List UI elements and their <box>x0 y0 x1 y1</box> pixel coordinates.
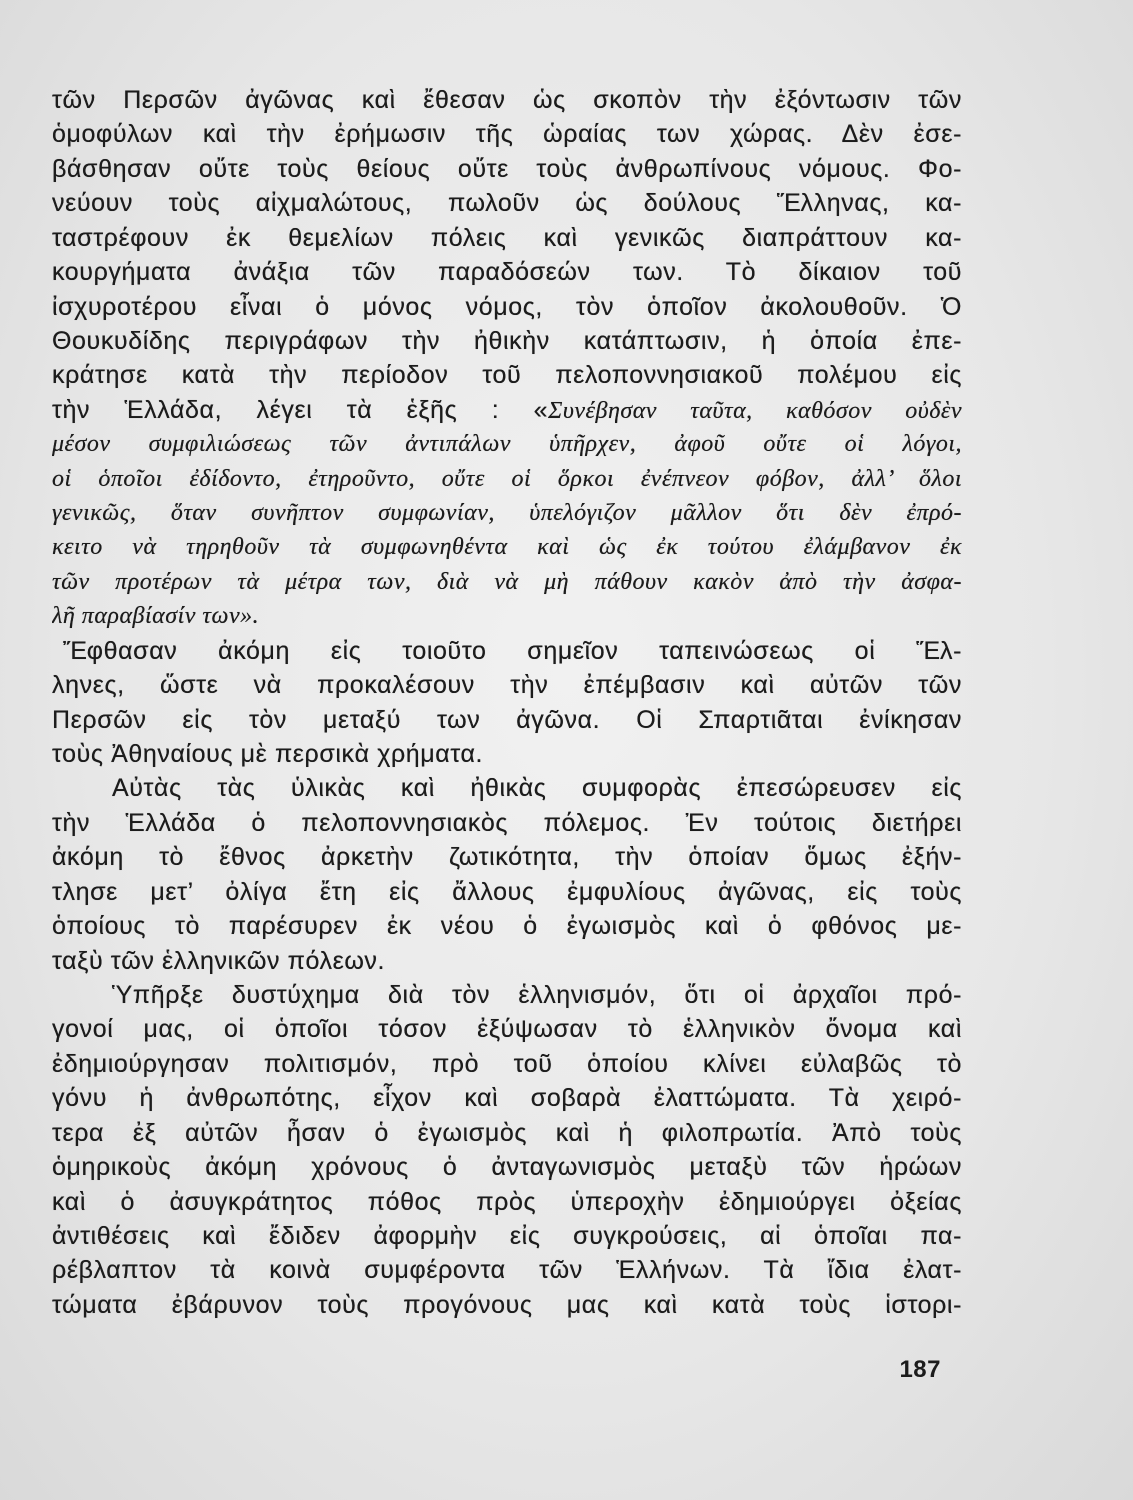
quote-line: λῆ παραβίασίν των». <box>52 603 260 630</box>
text-line: ἀκόμη τὸ ἔθνος ἀρκετὴν ζωτικότητα, τὴν ὁποίαν ὅμως ἐξήν- <box>52 843 962 872</box>
text-line: Ὑπῆρξε δυστύχημα διὰ τὸν ἑλληνισμόν, ὅτι οἱ ἀρχαῖοι πρό- <box>112 980 962 1009</box>
text-line: βάσθησαν οὔτε τοὺς θείους οὔτε τοὺς ἀνθρωπίνους νόμους. Φο- <box>52 154 962 183</box>
quote-line: κειτο νὰ τηρηθοῦν τὰ συμφωνηθέντα καὶ ὡς ἐκ τούτου ἐλάμβανον ἐκ <box>52 534 962 561</box>
quote-line: γενικῶς, ὅταν συνῆπτον συμφωνίαν, ὑπελόγιζον μᾶλλον ὅτι δὲν ἐπρό- <box>52 500 962 527</box>
text-line: ἀντιθέσεις καὶ ἔδιδεν ἀφορμὴν εἰς συγκρούσεις, αἱ ὁποῖαι πα- <box>52 1221 962 1250</box>
quote-lead-in: τὴν Ἑλλάδα, λέγει τὰ ἑξῆς : « <box>52 395 549 424</box>
text-line: καὶ ὁ ἀσυγκράτητος πόθος πρὸς ὑπεροχὴν ἐδημιούργει ὀξείας <box>52 1187 962 1216</box>
text-line: ρέβλαπτον τὰ κοινὰ συμφέροντα τῶν Ἑλλήνων. Τὰ ἴδια ἐλατ- <box>52 1256 962 1285</box>
text-line: ὁμοφύλων καὶ τὴν ἐρήμωσιν τῆς ὡραίας των χώρας. Δὲν ἐσε- <box>52 120 962 149</box>
text-line: τώματα ἐβάρυνον τοὺς προγόνους μας καὶ κατὰ τοὺς ἱστορι- <box>52 1290 962 1319</box>
body-text <box>52 83 962 1322</box>
text-line: Περσῶν εἰς τὸν μεταξύ των ἀγῶνα. Οἱ Σπαρτιᾶται ἐνίκησαν <box>52 705 962 734</box>
text-line: ταξὺ τῶν ἑλληνικῶν πόλεων. <box>52 946 386 975</box>
text-line: Αὐτὰς τὰς ὑλικὰς καὶ ἠθικὰς συμφορὰς ἐπεσώρευσεν εἰς <box>112 774 962 803</box>
page-number: 187 <box>899 1356 941 1383</box>
text-line: Θουκυδίδης περιγράφων τὴν ἠθικὴν κατάπτωσιν, ἡ ὁποία ἐπε- <box>52 326 962 355</box>
quote-line: τῶν προτέρων τὰ μέτρα των, διὰ νὰ μὴ πάθουν κακὸν ἀπὸ τὴν ἀσφα- <box>52 568 962 595</box>
quote-line: οἱ ὁποῖοι ἐδίδοντο, ἐτηροῦντο, οὔτε οἱ ὅρκοι ἐνέπνεον φόβον, ἀλλ’ ὅλοι <box>52 465 962 492</box>
text-line: τερα ἐξ αὐτῶν ἦσαν ὁ ἐγωισμὸς καὶ ἡ φιλοπρωτία. Ἀπὸ τοὺς <box>52 1118 962 1147</box>
text-line: ἰσχυροτέρου εἶναι ὁ μόνος νόμος, τὸν ὁποῖον ἀκολουθοῦν. Ὁ <box>52 292 962 321</box>
quote-line: μέσον συμφιλιώσεως τῶν ἀντιπάλων ὑπῆρχεν, ἀφοῦ οὔτε οἱ λόγοι, <box>52 431 962 458</box>
text-line: ἐδημιούργησαν πολιτισμόν, πρὸ τοῦ ὁποίου κλίνει εὐλαβῶς τὸ <box>52 1049 962 1078</box>
text-line: τοὺς Ἀθηναίους μὲ περσικὰ χρήματα. <box>52 740 484 769</box>
text-line: κουργήματα ἀνάξια τῶν παραδόσεών των. Τὸ δίκαιον τοῦ <box>52 258 962 287</box>
text-line: νεύουν τοὺς αἰχμαλώτους, πωλοῦν ὡς δούλους Ἕλληνας, κα- <box>52 189 962 218</box>
text-line: τῶν Περσῶν ἀγῶνας καὶ ἔθεσαν ὡς σκοπὸν τὴν ἐξόντωσιν τῶν <box>52 86 962 114</box>
text-line: ὁμηρικοὺς ἀκόμη χρόνους ὁ ἀνταγωνισμὸς μεταξὺ τῶν ἡρώων <box>52 1153 962 1182</box>
text-line: τὴν Ἑλλάδα ὁ πελοποννησιακὸς πόλεμος. Ἐν τούτοις διετήρει <box>52 808 962 837</box>
text-line: Ἔφθασαν ἀκόμη εἰς τοιοῦτο σημεῖον ταπεινώσεως οἱ Ἕλ- <box>63 636 962 665</box>
text-line: γονοί μας, οἱ ὁποῖοι τόσον ἐξύψωσαν τὸ ἑλληνικὸν ὄνομα καὶ <box>52 1015 962 1044</box>
text-line: ληνες, ὥστε νὰ προκαλέσουν τὴν ἐπέμβασιν καὶ αὐτῶν τῶν <box>52 671 962 700</box>
text-line <box>52 393 962 427</box>
text-line: γόνυ ἡ ἀνθρωπότης, εἶχον καὶ σοβαρὰ ἐλαττώματα. Τὰ χειρό- <box>52 1084 962 1113</box>
text-line: ὁποίους τὸ παρέσυρεν ἐκ νέου ὁ ἐγωισμὸς καὶ ὁ φθόνος με- <box>52 912 962 941</box>
quote-start: Συνέβησαν ταῦτα, καθόσον οὐδὲν <box>548 397 962 424</box>
text-line: κράτησε κατὰ τὴν περίοδον τοῦ πελοποννησιακοῦ πολέμου εἰς <box>52 361 962 390</box>
text-line: τλησε μετ’ ὀλίγα ἔτη εἰς ἄλλους ἐμφυλίους ἀγῶνας, εἰς τοὺς <box>52 877 962 906</box>
text-line: ταστρέφουν ἐκ θεμελίων πόλεις καὶ γενικῶς διαπράττουν κα- <box>52 223 962 252</box>
